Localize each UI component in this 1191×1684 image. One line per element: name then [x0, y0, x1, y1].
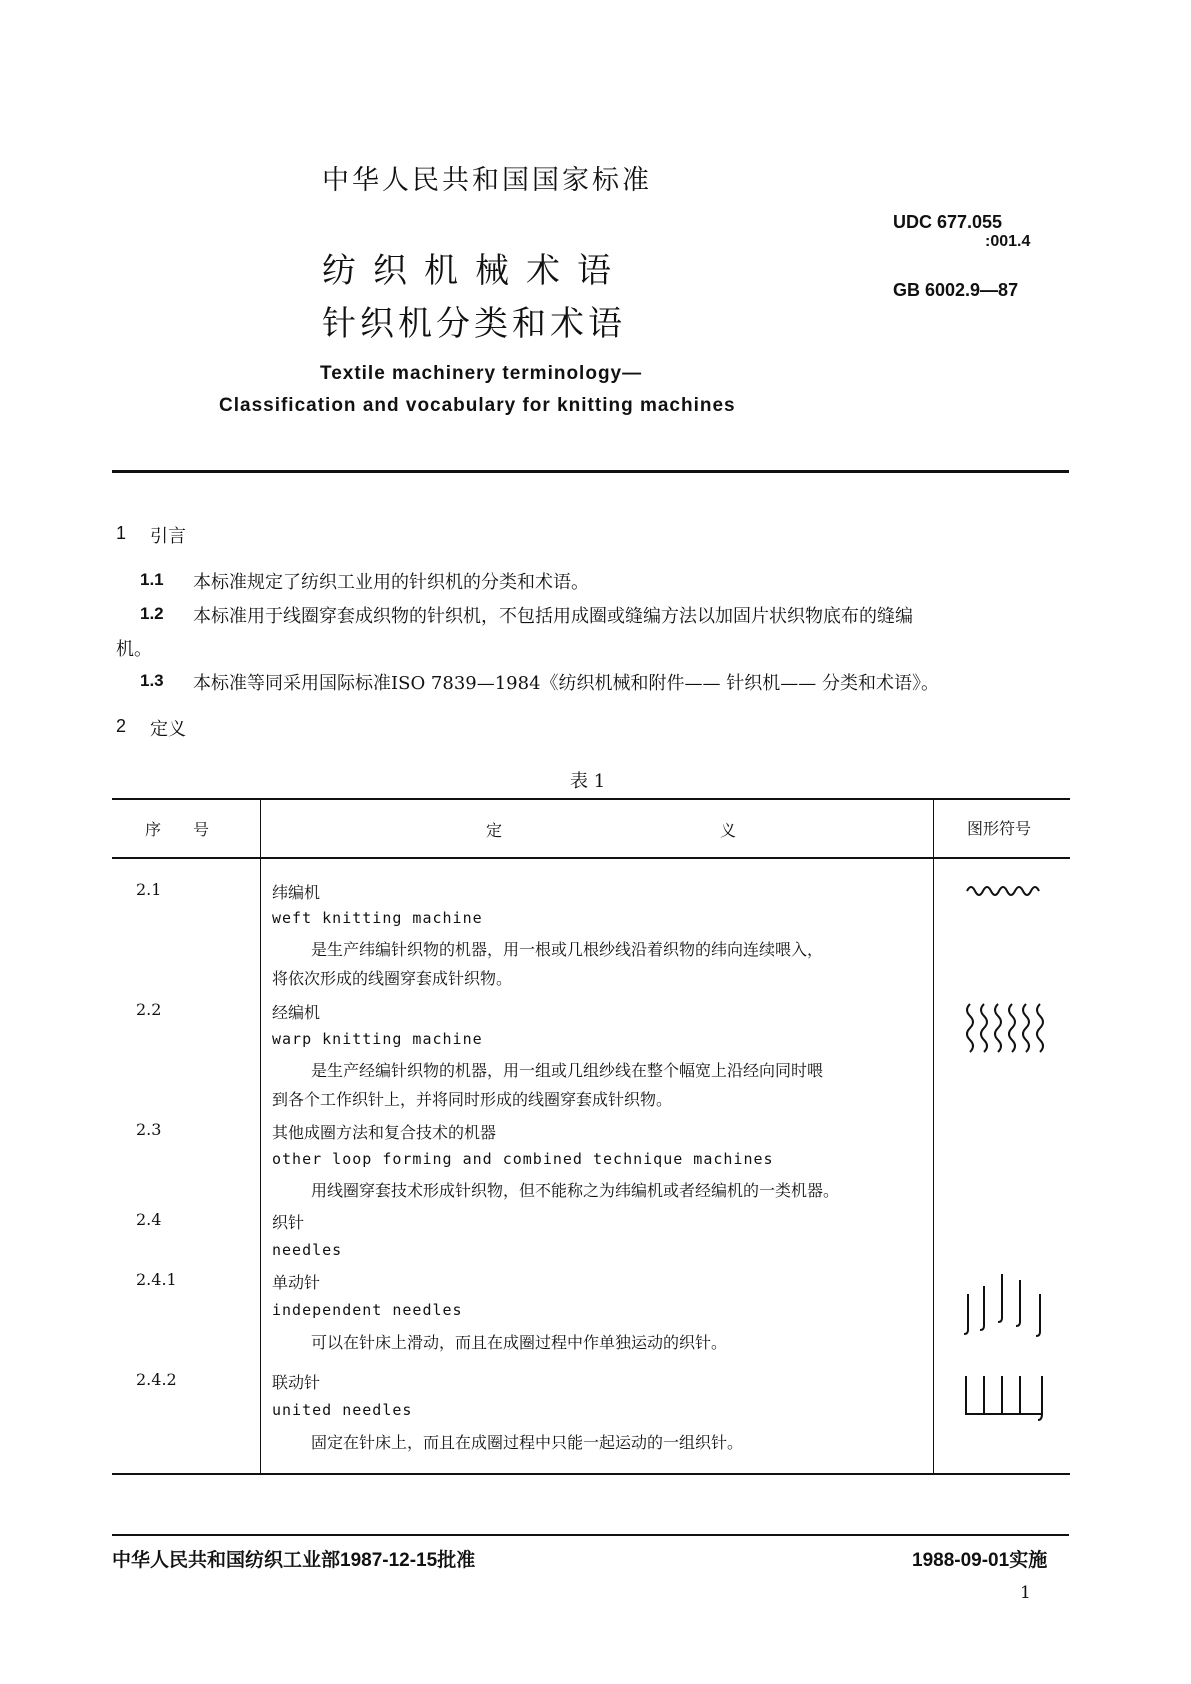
section-1-title: 引言	[150, 526, 186, 547]
clause-text: 本标准等同采用国际标准ISO 7839—1984《纺织机械和附件—— 针织机—— 分类和术语》。	[193, 673, 939, 694]
term-english: warp knitting machine	[272, 1030, 483, 1048]
term-definition: 可以在针床上滑动，而且在成圈过程中作单独运动的织针。	[311, 1333, 728, 1352]
effective-date: 1988-09-01实施	[912, 1550, 1048, 1571]
term-english: independent needles	[272, 1301, 463, 1319]
section-2-title: 定义	[150, 719, 186, 740]
clause-number: 1.3	[140, 671, 164, 690]
english-title-line-1: Textile machinery terminology—	[320, 363, 643, 384]
row-sequence: 2.4.1	[136, 1270, 177, 1289]
row-sequence: 2.1	[136, 880, 162, 899]
term-english: other loop forming and combined technique machines	[272, 1150, 774, 1168]
english-title-line-2: Classification and vocabulary for knitting machines	[219, 395, 736, 416]
term-english: needles	[272, 1241, 343, 1259]
united-needles-icon	[962, 1372, 1046, 1422]
approval-statement: 中华人民共和国纺织工业部1987-12-15批准	[112, 1550, 476, 1571]
clause-text: 本标准规定了纺织工业用的针织机的分类和术语。	[193, 572, 589, 593]
independent-needles-icon	[962, 1272, 1046, 1342]
table-column-divider	[260, 798, 261, 1475]
term-definition: 用线圈穿套技术形成针织物，但不能称之为纬编机或者经编机的一类机器。	[311, 1181, 840, 1200]
section-2-number: 2	[116, 716, 127, 736]
title-line-2: 针织机分类和术语	[322, 304, 626, 344]
title-line-1: 纺织机械术语	[322, 251, 628, 291]
table-caption: 表 1	[570, 771, 606, 792]
table-header-rule	[112, 857, 1070, 859]
term-chinese: 织针	[272, 1213, 305, 1232]
column-header-symbol: 图形符号	[967, 819, 1032, 838]
row-sequence: 2.3	[136, 1120, 162, 1139]
page-number: 1	[1020, 1583, 1031, 1603]
gb-code: GB 6002.9—87	[893, 280, 1019, 300]
table-bottom-rule	[112, 1473, 1070, 1475]
udc-code: UDC 677.055	[893, 212, 1003, 232]
clause-number: 1.1	[140, 570, 164, 589]
term-chinese: 纬编机	[272, 883, 321, 902]
term-chinese: 单动针	[272, 1273, 321, 1292]
header-divider	[112, 470, 1069, 473]
column-header-definition-a: 定	[486, 821, 503, 840]
weft-wave-icon	[965, 880, 1045, 902]
clause-text: 本标准用于线圈穿套成织物的针织机，不包括用成圈或缝编方法以加固片状织物底布的缝编	[193, 606, 913, 627]
footer-rule	[112, 1534, 1069, 1536]
udc-subcode: :001.4	[985, 233, 1031, 250]
term-chinese: 联动针	[272, 1373, 321, 1392]
row-sequence: 2.2	[136, 1000, 162, 1019]
warp-waves-icon	[962, 1000, 1052, 1058]
table-top-rule	[112, 798, 1070, 800]
term-definition: 固定在针床上，而且在成圈过程中只能一起运动的一组织针。	[311, 1433, 744, 1452]
term-chinese: 经编机	[272, 1003, 321, 1022]
clause-number: 1.2	[140, 604, 164, 623]
term-definition: 是生产经编针织物的机器，用一组或几组纱线在整个幅宽上沿经向同时喂	[311, 1061, 824, 1080]
national-standard-heading: 中华人民共和国国家标准	[322, 165, 652, 196]
section-1-number: 1	[116, 523, 127, 543]
term-definition: 是生产纬编针织物的机器，用一根或几根纱线沿着织物的纬向连续喂入，	[311, 940, 824, 959]
column-header-definition-b: 义	[720, 821, 737, 840]
term-english: united needles	[272, 1401, 413, 1419]
term-chinese: 其他成圈方法和复合技术的机器	[272, 1123, 497, 1142]
term-definition-continued: 将依次形成的线圈穿套成针织物。	[272, 969, 513, 988]
term-definition-continued: 到各个工作织针上，并将同时形成的线圈穿套成针织物。	[272, 1090, 673, 1109]
row-sequence: 2.4	[136, 1210, 162, 1229]
clause-text-continued: 机。	[116, 639, 152, 660]
row-sequence: 2.4.2	[136, 1370, 177, 1389]
column-header-sequence: 序 号	[145, 820, 210, 839]
table-column-divider	[933, 798, 934, 1475]
term-english: weft knitting machine	[272, 909, 483, 927]
